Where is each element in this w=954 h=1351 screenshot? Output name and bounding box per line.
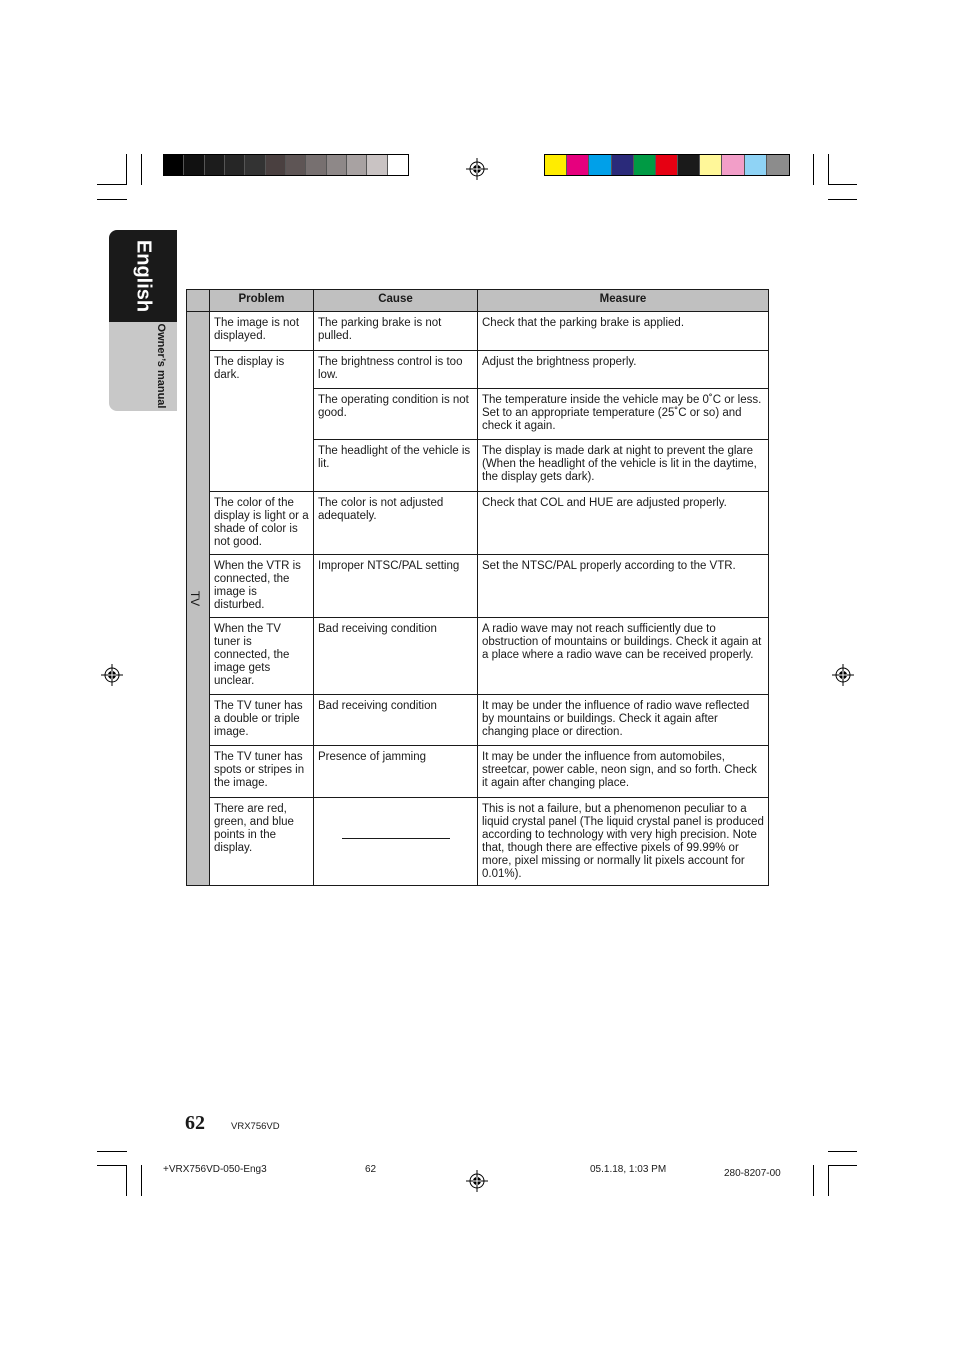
measure-cell: It may be under the influence of radio wave reflected by mountains or buildings. Check it again after changing place or direction. [478, 695, 769, 746]
problem-cell: When the VTR is connected, the image is disturbed. [210, 555, 314, 618]
category-cell [187, 312, 210, 886]
color-swatch [656, 155, 678, 175]
color-swatch [347, 155, 367, 175]
table-row [187, 746, 769, 798]
language-label: English [132, 239, 155, 313]
category-label: TV [188, 590, 203, 606]
troubleshooting-table [186, 289, 769, 886]
table-row [187, 312, 769, 351]
color-swatch [367, 155, 387, 175]
crop-mark [141, 154, 142, 185]
no-cause-dash [342, 838, 450, 839]
header-corner [187, 290, 210, 312]
color-swatch [266, 155, 286, 175]
table-row [187, 695, 769, 746]
header-cause: Cause [314, 290, 478, 312]
crop-mark [813, 1165, 814, 1196]
table-row [187, 555, 769, 618]
color-swatch [286, 155, 306, 175]
color-swatch [700, 155, 722, 175]
table-row [187, 492, 769, 555]
color-swatch [245, 155, 265, 175]
registration-mark-icon [466, 158, 488, 180]
crop-mark [828, 184, 857, 185]
color-swatch [545, 155, 567, 175]
header-problem: Problem [210, 290, 314, 312]
crop-mark [126, 1165, 127, 1196]
cause-cell: Bad receiving condition [314, 695, 478, 746]
crop-mark [97, 1151, 127, 1152]
color-swatch [634, 155, 656, 175]
registration-mark-icon [101, 664, 123, 686]
header-measure: Measure [478, 290, 769, 312]
measure-cell: The display is made dark at night to prevent the glare (When the headlight of the vehicle is lit in the daytime, the display gets dark). [478, 440, 769, 492]
color-swatch [612, 155, 634, 175]
crop-mark [828, 1151, 857, 1152]
color-swatch [164, 155, 184, 175]
crop-mark [97, 1165, 127, 1166]
crop-mark [828, 199, 857, 200]
grayscale-calibration-bar [163, 154, 409, 176]
cause-cell: Improper NTSC/PAL setting [314, 555, 478, 618]
color-swatch [388, 155, 408, 175]
cause-cell: Presence of jamming [314, 746, 478, 798]
crop-mark [141, 1165, 142, 1196]
measure-cell: Check that COL and HUE are adjusted properly. [478, 492, 769, 555]
color-swatch [225, 155, 245, 175]
color-swatch [767, 155, 789, 175]
color-swatch [745, 155, 767, 175]
problem-cell: The image is not displayed. [210, 312, 314, 351]
table-header-row [187, 290, 769, 312]
problem-cell: There are red, green, and blue points in the display. [210, 798, 314, 886]
measure-cell: Check that the parking brake is applied. [478, 312, 769, 351]
color-swatch [184, 155, 204, 175]
measure-cell: This is not a failure, but a phenomenon peculiar to a liquid crystal panel (The liquid crystal panel is produced according to technology with very high precision. Note that, though there are effective pixels of 99.99% or more, pixel missing or normally lit pixels account for 0.01%). [478, 798, 769, 886]
model-name: VRX756VD [231, 1121, 280, 1132]
cause-cell: The parking brake is not pulled. [314, 312, 478, 351]
file-name: +VRX756VD-050-Eng3 [163, 1164, 267, 1175]
color-swatch [589, 155, 611, 175]
registration-mark-icon [466, 1170, 488, 1192]
measure-cell: A radio wave may not reach sufficiently due to obstruction of mountains or buildings. Check it again at a place where a radio wave can be received properly. [478, 618, 769, 695]
part-number: 280-8207-00 [724, 1168, 781, 1179]
table-row [187, 618, 769, 695]
problem-cell: The TV tuner has a double or triple image. [210, 695, 314, 746]
color-swatch [306, 155, 326, 175]
crop-mark [813, 154, 814, 185]
manual-label: Owner’s manual [155, 323, 167, 409]
cause-cell [314, 798, 478, 886]
table-row [187, 351, 769, 389]
cause-cell: The brightness control is too low. [314, 351, 478, 389]
measure-cell: The temperature inside the vehicle may be 0˚C or less. Set to an appropriate temperature (25˚C or so) and check it again. [478, 389, 769, 440]
color-swatch [678, 155, 700, 175]
page-number: 62 [185, 1112, 205, 1134]
measure-cell: Set the NTSC/PAL properly according to the VTR. [478, 555, 769, 618]
cause-cell: The color is not adjusted adequately. [314, 492, 478, 555]
problem-cell: The display is dark. [210, 351, 314, 492]
cause-cell: The headlight of the vehicle is lit. [314, 440, 478, 492]
problem-cell: When the TV tuner is connected, the image gets unclear. [210, 618, 314, 695]
color-swatch [567, 155, 589, 175]
color-swatch [205, 155, 225, 175]
cause-cell: The operating condition is not good. [314, 389, 478, 440]
measure-cell: It may be under the influence from automobiles, streetcar, power cable, neon sign, and so forth. Check it again after changing place. [478, 746, 769, 798]
measure-cell: Adjust the brightness properly. [478, 351, 769, 389]
timestamp: 05.1.18, 1:03 PM [590, 1164, 667, 1175]
problem-cell: The color of the display is light or a shade of color is not good. [210, 492, 314, 555]
crop-mark [97, 184, 127, 185]
crop-mark [828, 1165, 829, 1196]
table-row [187, 798, 769, 886]
problem-cell: The TV tuner has spots or stripes in the image. [210, 746, 314, 798]
crop-mark [828, 1165, 857, 1166]
color-swatch [327, 155, 347, 175]
color-calibration-bar [544, 154, 790, 176]
page-ref: 62 [365, 1164, 377, 1175]
registration-mark-icon [832, 664, 854, 686]
crop-mark [828, 154, 829, 185]
crop-mark [126, 154, 127, 185]
color-swatch [722, 155, 744, 175]
cause-cell: Bad receiving condition [314, 618, 478, 695]
crop-mark [97, 199, 127, 200]
